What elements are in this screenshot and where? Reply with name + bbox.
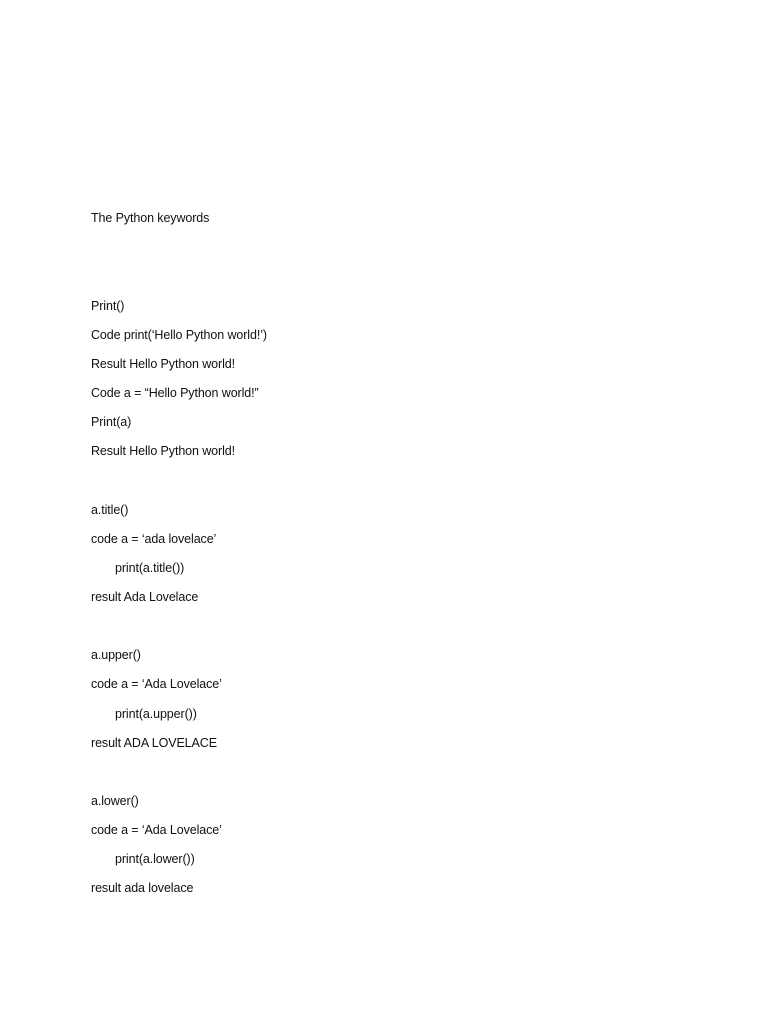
upper-result-line: result ADA LOVELACE — [91, 736, 217, 750]
print-heading: Print() — [91, 299, 125, 313]
upper-call-line: print(a.upper()) — [115, 707, 197, 721]
title-call-line: print(a.title()) — [115, 561, 185, 575]
upper-code-line: code a = ‘Ada Lovelace’ — [91, 677, 222, 691]
upper-heading: a.upper() — [91, 648, 141, 662]
title-code-line: code a = ‘ada lovelace’ — [91, 532, 217, 546]
title-result-line: result Ada Lovelace — [91, 590, 199, 604]
print-call-line: Print(a) — [91, 415, 132, 429]
lower-heading: a.lower() — [91, 794, 139, 808]
title-heading: a.title() — [91, 503, 129, 517]
print-code-line: Code print(‘Hello Python world!’) — [91, 328, 267, 342]
lower-code-line: code a = ‘Ada Lovelace’ — [91, 823, 222, 837]
print-result-line: Result Hello Python world! — [91, 357, 235, 371]
print-code-line: Code a = “Hello Python world!” — [91, 386, 259, 400]
lower-call-line: print(a.lower()) — [115, 852, 195, 866]
print-result-line: Result Hello Python world! — [91, 444, 235, 458]
document-title: The Python keywords — [91, 211, 210, 225]
lower-result-line: result ada lovelace — [91, 881, 194, 895]
